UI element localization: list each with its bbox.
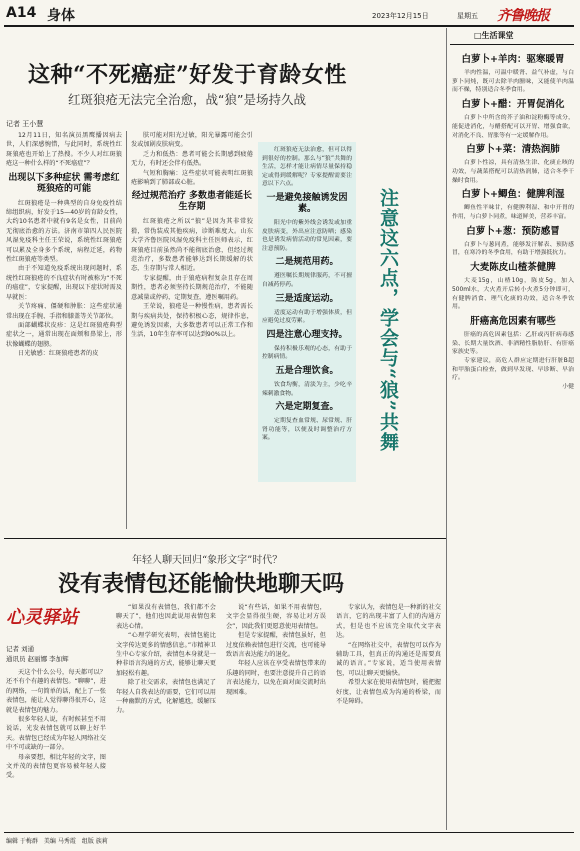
page-footer: 编辑 于梅群 美编 马秀霞 组版 族莉 bbox=[6, 838, 108, 845]
sidebar-heading: 大麦陈皮山楂茶健脾 bbox=[470, 262, 556, 274]
footer-rule bbox=[4, 832, 574, 833]
newspaper-logo: 齐鲁晚报 bbox=[497, 8, 549, 24]
header-rule bbox=[4, 25, 574, 27]
sidebar-author: 小健 bbox=[562, 384, 574, 391]
lower-column-2: “如果没有表情包，我们都不会聊天了”，他们也因此说用表情包来表达心情。 “心理学研究表明，表情包能比文字传达更多的情感信息。”市精神卫生中心专家介绍，表情包本身就是一种非语言沟通的方式，能够让聊天更加轻松有趣。 除了社交需求，表情包也满足了年轻人自我表达的需要，它们可以用一种幽默的方式，化解尴尬，缓解压力。 bbox=[116, 604, 216, 715]
article-byline: 记者 王小慧 bbox=[6, 120, 44, 128]
article-column-2: 肤可能对阳光过敏，阳光暴露可能会引发或加剧皮肤病变。 乏力和低热：患者可能会长期感到疲倦无力，有时还会伴有低热。 气短和胸痛：这些症状可能表明红斑狼疮影响到了肺部或心脏。 经过规范治疗 多数患者能延长生存期 红斑狼疮之所以“狼”是因为其非常狡猾，常伪装成其他疾病，诊断难度大。山东大学齐鲁医院风湿免疫科主任医师表示，红斑狼疮目前虽然尚不能彻底治愈，但经过规范治疗，多数患者能够达到长期缓解的状态，生存期与常人相近。 专家提醒，由于狼疮病程复杂且存在周期性，患者必须坚持长期规范治疗，不能随意减量或停药，定期复查，遵医嘱用药。 王荣说，狼疮是一种慢性病，患者需长期与疾病共处，保持积极心态，规律作息，避免诱发因素，大多数患者可以正常工作和生活，10年生存率可以达到90%以上。 bbox=[131, 132, 253, 339]
article-subtitle: 红斑狼疮无法完全治愈，战“狼”是场持久战 bbox=[68, 92, 306, 107]
article-title: 这种“不死癌症”好发于育龄女性 bbox=[28, 62, 347, 88]
column-divider bbox=[446, 28, 447, 830]
sidebar-column: 白萝卜+羊肉：驱寒暖胃 羊肉性温，可温中暖肾、益气补虚，与白萝卜同炖，既可去除羊肉膻味，又能使羊肉温而不燥，特别适合冬季食用。 白萝卜+醋：开胃促消化 白萝卜中所含的芥子油和淀粉酶等成分，能促进消化，与醋搭配可以开胃、增强食欲，对消化不良、胃胀等有一定缓解作用。 白萝卜+菜：清热润肺 白萝卜性凉，具有清热生津、化痰止咳的功效，与蔬菜搭配可以清热润肺，适合冬季干燥时食用。 白萝卜+鲫鱼：健脾利湿 鲫鱼性平味甘，有健脾利湿、和中开胃的作用，与白萝卜同煮，味道鲜美，营养丰富。 白萝卜+葱：预防感冒 白萝卜与葱同煮，能够发汗解表、预防感冒，在寒冷的冬季食用，有助于增强抵抗力。 大麦陈皮山楂茶健脾 大麦15g，山楂10g，陈皮5g，加入500ml水，大火煮开后转小火煮5分钟即可，有健脾消食、理气化痰的功效，适合冬季饮用。 肝癌高危因素有哪些 肝癌的高危因素包括：乙肝或丙肝病毒感染、长期大量饮酒、非酒精性脂肪肝、有肝癌家族史等。 专家建议，高危人群应定期进行肝脏B超和甲胎蛋白检查，做到早发现、早诊断、早治疗。 小健 bbox=[452, 54, 574, 391]
lower-credits: 记者 刘通 通讯员 赵丽娜 李加辉 bbox=[6, 645, 69, 663]
callout-box bbox=[258, 142, 356, 482]
column-logo: 心灵驿站 bbox=[6, 607, 78, 628]
lower-column-3: 说“有些话，如果不用表情包，文字会显得很生硬，容易让对方误会”，因此我们更愿意使用表情包。 但是专家提醒，表情包虽好，但过度依赖表情包进行交流，也可能导致语言表达能力的退化。 年轻人应该在享受表情包带来的乐趣的同时，也要注意提升自己的语言表达能力，以免在面对面交流时出现困难。 bbox=[226, 604, 326, 696]
lower-column-4: 专家认为，表情包是一种新的社交语言，它的出现丰富了人们的沟通方式，但是也不应该完全取代文字表达。 “在网络社交中，表情包可以作为辅助工具，但真正的沟通还是需要真诚的语言。”专家说，适当使用表情包，可以让聊天更愉快。 希望大家在使用表情包时，能把握好度，让表情包成为沟通的桥梁，而不是障碍。 bbox=[336, 604, 441, 706]
section-rule bbox=[4, 538, 446, 539]
article-column-1: 12月11日，知名演员黑鹰播因病去世，人们深感惋惜，与此同时，系统性红斑狼疮也开始上了热搜。不少人对红斑狼疮这一种什么样的“不死癌症”？ 出现以下多种症状 需考虑红斑狼疮的可能 红斑狼疮是一种典型的自身免疫性结缔组织病，好发于15—40岁的育龄女性，大约10名患者中就有9名是女性，目前尚无彻底治愈的方法。济南市第四人民医院风湿免疫科主任王荣说，系统性红斑狼疮可以累及全身多个系统，病程迁延，药物性红斑狼疮等类型。 由于不知道免疫系统出现问题时，系统性红斑狼疮的不良症状有时被称为“不死的癌症”，专家提醒，出现以下症状时需及早就医： 关节疼痛、僵硬和肿胀：这些症状通常出现在手腕、手指和膝盖等关节部位。 面部蝴蝶状皮疹：这是红斑狼疮典型症状之一，通常出现在面颊和鼻梁上，形状像蝴蝶的翅膀。 日光敏感：红斑狼疮患者的皮 bbox=[6, 132, 122, 358]
column-divider bbox=[126, 131, 127, 529]
callout-column: 红斑狼疮无法治愈，但可以得到很好的控制。那么与“狼”共舞的生活，怎样才能让病情尽量保持稳定或得到缓解呢？专家提醒需要注意以下六点。 一是避免接触诱发因素。 阳光中的紫外线会诱发或加重皮肤病变，外出应注意防晒；感染也是诱发病情活动的常见因素，要注意预防。 二是规范用药。 遵医嘱长期规律服药，不可擅自减药停药。 三是适度运动。 适度运动有助于增强体质，但应避免过度劳累。 四是注意心理支持。 保持积极乐观的心态，有助于控制病情。 五是合理饮食。 饮食均衡，清淡为主，少吃辛辣刺激食物。 六是定期复查。 定期复查血常规、尿常规、肝肾功能等，以便及时调整治疗方案。 bbox=[262, 147, 352, 442]
section-name: 身体 bbox=[47, 8, 75, 24]
sidebar-header: □生活课堂 bbox=[474, 31, 514, 40]
page-number: A14 bbox=[6, 5, 37, 21]
subheading: 出现以下多种症状 需考虑红斑狼疮的可能 bbox=[8, 172, 120, 194]
lower-kicker: 年轻人聊天回归“象形文字”时代？ bbox=[132, 555, 283, 566]
page-header bbox=[0, 0, 580, 26]
lower-column-1: 天这个什么公号，每天都可以？还不有个有趣的表情包。“聊聊”，进的网络，一句简单的话，配上了一张表情包，能让人觉得聊得很开心，这就是表情包的魅力。 很多年轻人说，有时候甚至不用说话，光发表情包就可以聊上好半天。表情包已经成为年轻人网络社交中不可或缺的一部分。 母亲要想，相比年轻的文字，图文并茂的表情包更容易被年轻人接受。 bbox=[6, 669, 106, 780]
lower-title: 没有表情包还能愉快地聊天吗 bbox=[58, 571, 345, 597]
sidebar-heading: 白萝卜+葱：预防感冒 bbox=[466, 225, 560, 237]
sidebar-heading: 白萝卜+羊肉：驱寒暖胃 bbox=[461, 54, 565, 65]
subheading: 经过规范治疗 多数患者能延长生存期 bbox=[131, 191, 253, 213]
sidebar-heading: 白萝卜+菜：清热润肺 bbox=[466, 144, 560, 156]
sidebar-heading: 白萝卜+鲫鱼：健脾利湿 bbox=[461, 189, 565, 201]
sidebar-rule bbox=[450, 44, 574, 45]
callout-title: 注意这六点，学会与“狼”共舞 bbox=[377, 188, 399, 452]
sidebar-heading: 白萝卜+醋：开胃促消化 bbox=[461, 99, 565, 111]
issue-weekday: 星期五 bbox=[457, 12, 478, 20]
sidebar-heading: 肝癌高危因素有哪些 bbox=[470, 315, 556, 327]
issue-date: 2023年12月15日 bbox=[372, 12, 429, 20]
